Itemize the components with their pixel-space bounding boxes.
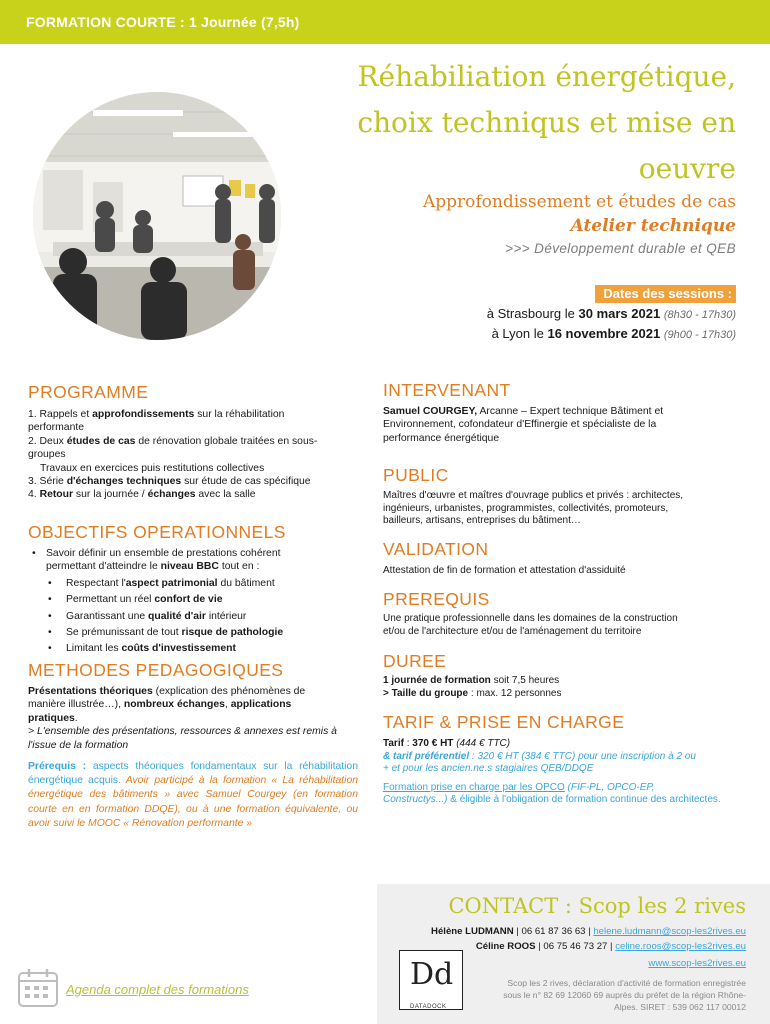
list-item: • Se prémunissant de tout risque de pathologie <box>28 626 368 639</box>
subtitle: Approfondissement et études de cas <box>422 192 736 212</box>
title-line-2: choix techniqus et mise en <box>357 106 736 139</box>
list-item: • Respectant l'aspect patrimonial du bâtiment <box>28 577 368 590</box>
datadock-caption: DATADOCK <box>410 1004 447 1010</box>
celine-email-link[interactable]: celine.roos@scop-les2rives.eu <box>615 941 746 952</box>
programme-list: 1. Rappels et approfondissements sur la réhabilitation performante 2. Deux études de cas de rénovation globale traitées en sous- groupes Travaux en exercices puis restitutions collectives 3. Série d'échanges techniques sur étude de cas spécifique 4. Retour sur la journée / échanges avec la salle <box>28 409 318 501</box>
session-lyon: à Lyon le 16 novembre 2021 (9h00 - 17h30) <box>491 326 736 341</box>
classroom-photo <box>33 92 281 340</box>
contact-celine: Céline ROOS | 06 75 46 73 27 | celine.roos@scop-les2rives.eu <box>475 941 746 952</box>
public-heading: PUBLIC <box>383 465 449 485</box>
public-text: Maîtres d'œuvre et maîtres d'ouvrage publics et privés : architectes, ingénieurs, urbanistes, programmistes, collectivités, promoteurs, bailleurs, artisans, entreprises du bâtiment… <box>383 490 684 526</box>
intervenant-text: Samuel COURGEY, Arcanne – Expert technique Bâtiment et Environnement, cofondateur d'Effinergie et spécialiste de la performance énergétique <box>383 406 664 444</box>
prerequis-left: Prérequis : aspects théoriques fondamentaux sur la réhabilitation énergétique acquis. Avoir participé à la formation « La réhabilitation énergétique des bâtiments » avec Samuel Courgey (en formation courte en en formation DDQE), ou à une formation équivalente, ou avoir suivi le MOOC « Rénovation performante » <box>28 761 358 829</box>
helene-email-link[interactable]: helene.ludmann@scop-les2rives.eu <box>593 926 746 937</box>
list-item: • Permettant un réel confort de vie <box>28 593 368 606</box>
contact-helene: Hélène LUDMANN | 06 61 87 36 63 | helene.ludmann@scop-les2rives.eu <box>431 926 746 937</box>
opco-link[interactable]: Formation prise en charge par les OPCO <box>383 781 565 793</box>
session-strasbourg: à Strasbourg le 30 mars 2021 (8h30 - 17h30) <box>486 306 736 321</box>
list-item: • Limitant les coûts d'investissement <box>28 642 368 655</box>
methodes-text: Présentations théoriques (explication des phénomènes de manière illustrée…), nombreux échanges, applications pratiques. > L'ensemble des présentations, ressources & annexes est remis à l'issue de la formation <box>28 686 337 751</box>
page-title <box>296 54 736 192</box>
agenda-link[interactable]: Agenda complet des formations <box>66 982 249 997</box>
list-item: • Savoir définir un ensemble de prestations cohérent <box>28 547 368 560</box>
duree-text: 1 journée de formation soit 7,5 heures > Taille du groupe : max. 12 personnes <box>383 675 562 699</box>
top-banner <box>0 0 770 44</box>
classroom-photo-illustration <box>33 92 281 340</box>
scop-legal-text: Scop les 2 rives, déclaration d'activité de formation enregistrée sous le n° 82 69 12060 69 auprès du préfet de la région Rhône- Alpes. SIRET : 539 062 117 00012 <box>503 978 746 1012</box>
tarif-text: Tarif : 370 € HT (444 € TTC) & tarif préférentiel : 320 € HT (384 € TTC) pour une inscription à 2 ou + et pour les ancien.ne.s stagiaires QEB/DDQE Formation prise en charge par les OPCO (FIF-PL, OPCO-EP, Constructys...) & éligible à l'obligation de formation continue des architectes. <box>383 738 721 805</box>
objectifs-list: • Savoir définir un ensemble de prestations cohérent permettant d'atteindre le niveau BBC tout en : • Respectant l'aspect patrimonial du bâtiment • Permettant un réel confort de vie • Garantissant une qualité d'air intérieur • Se prémunissant de tout risque de pathologie • Limitant les coûts d'investissement <box>28 547 368 656</box>
prerequis-heading: PREREQUIS <box>383 589 490 609</box>
atelier-label: Atelier technique <box>570 216 736 236</box>
objectifs-heading: OBJECTIFS OPERATIONNELS <box>28 522 286 542</box>
programme-heading: PROGRAMME <box>28 382 149 402</box>
theme-label: >>> Développement durable et QEB <box>505 241 736 256</box>
title-line-3: oeuvre <box>638 152 736 185</box>
validation-heading: VALIDATION <box>383 539 489 559</box>
contact-web <box>648 958 746 969</box>
contact-title: CONTACT : Scop les 2 rives <box>448 894 746 918</box>
banner-text: FORMATION COURTE : 1 Journée (7,5h) <box>26 14 300 30</box>
list-item: • Garantissant une qualité d'air intérieur <box>28 610 368 623</box>
intervenant-heading: INTERVENANT <box>383 380 511 400</box>
calendar-icon <box>16 966 60 1010</box>
sessions-label: Dates des sessions : <box>595 285 736 303</box>
duree-heading: DUREE <box>383 651 447 671</box>
datadock-logo: Dd <box>399 950 463 1010</box>
website-link[interactable]: www.scop-les2rives.eu <box>648 958 746 969</box>
title-line-1: Réhabiliation énergétique, <box>357 60 736 93</box>
methodes-heading: METHODES PEDAGOGIQUES <box>28 660 284 680</box>
tarif-heading: TARIF & PRISE EN CHARGE <box>383 712 625 732</box>
validation-text: Attestation de fin de formation et attestation d'assiduité <box>383 565 626 576</box>
prerequis-text: Une pratique professionnelle dans les domaines de la construction et/ou de l'architecture et/ou de l'aménagement du territoire <box>383 613 678 637</box>
